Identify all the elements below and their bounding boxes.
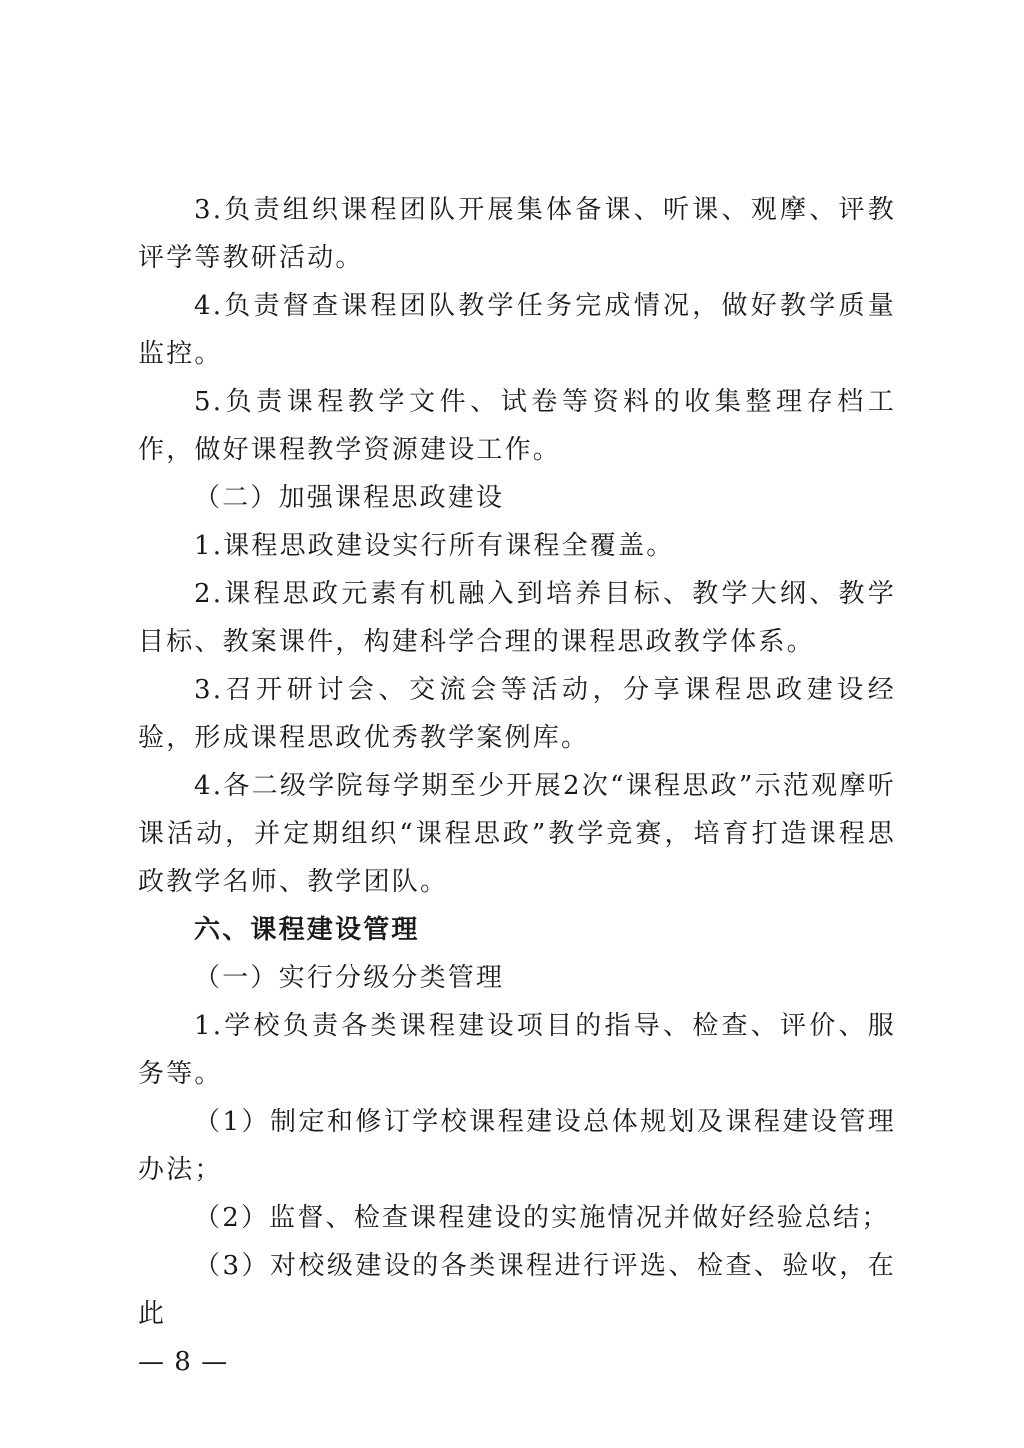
- paragraph-item-5: 5.负责课程教学文件、试卷等资料的收集整理存档工作，做好课程教学资源建设工作。: [138, 387, 896, 465]
- list-item-3: （3）对校级建设的各类课程进行评选、检查、验收，在此: [138, 1251, 896, 1329]
- page-number: — 8 —: [138, 1347, 229, 1377]
- paragraph-ideology-2: 2.课程思政元素有机融入到培养目标、教学大纲、教学目标、教案课件，构建科学合理的课程思政教学体系。: [138, 579, 896, 657]
- section-subheading-1: （一）实行分级分类管理: [194, 963, 505, 993]
- list-item-2: （2）监督、检查课程建设的实施情况并做好经验总结；: [194, 1203, 890, 1233]
- paragraph-ideology-4: 4.各二级学院每学期至少开展2次“课程思政”示范观摩听课活动，并定期组织“课程思政”教学竞赛，培育打造课程思政教学名师、教学团队。: [138, 771, 896, 897]
- list-item-1: （1）制定和修订学校课程建设总体规划及课程建设管理办法；: [138, 1107, 896, 1185]
- document-body: [138, 186, 896, 1338]
- section-heading-6: 六、课程建设管理: [194, 915, 420, 945]
- paragraph-ideology-3: 3.召开研讨会、交流会等活动，分享课程思政建设经验，形成课程思政优秀教学案例库。: [138, 675, 896, 753]
- paragraph-management-1: 1.学校负责各类课程建设项目的指导、检查、评价、服务等。: [138, 1011, 896, 1089]
- section-subheading-2: （二）加强课程思政建设: [194, 483, 505, 513]
- paragraph-ideology-1: 1.课程思政建设实行所有课程全覆盖。: [194, 531, 675, 561]
- paragraph-item-3: 3.负责组织课程团队开展集体备课、听课、观摩、评教评学等教研活动。: [138, 195, 896, 273]
- paragraph-item-4: 4.负责督查课程团队教学任务完成情况，做好教学质量监控。: [138, 291, 896, 369]
